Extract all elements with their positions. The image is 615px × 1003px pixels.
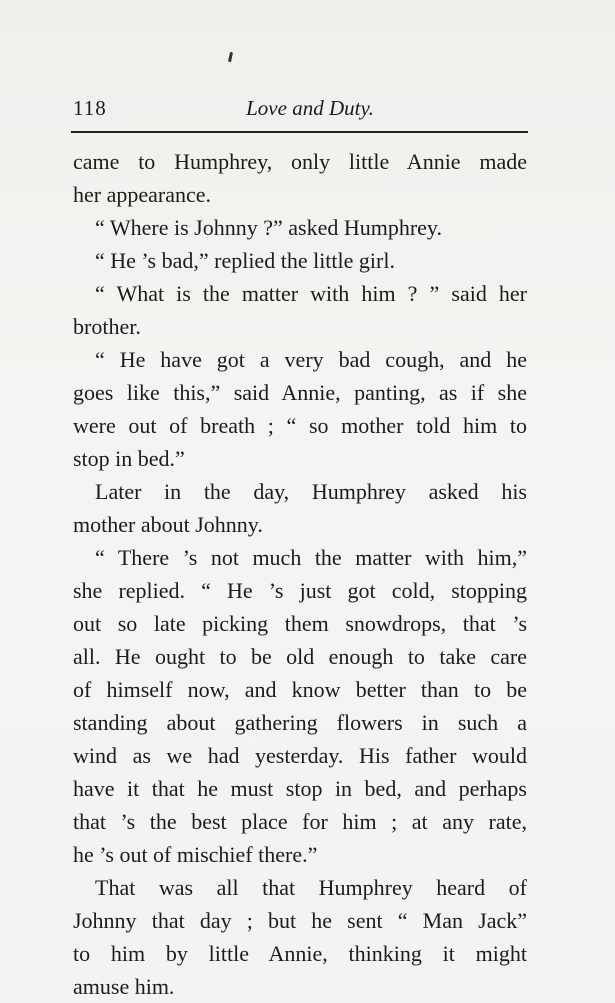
text-line: that ’s the best place for him ; at any rate,: [73, 809, 527, 834]
text-line: mother about Johnny.: [73, 512, 263, 537]
text-line: of himself now, and know better than to be: [73, 677, 527, 702]
text-line: were out of breath ; “ so mother told him to: [73, 413, 527, 438]
text-line: brother.: [73, 314, 141, 339]
text-line: came to Humphrey, only little Annie made: [73, 149, 527, 174]
text-line: Later in the day, Humphrey asked his: [95, 479, 527, 504]
text-line: “ He have got a very bad cough, and he: [95, 347, 527, 372]
text-line: amuse him.: [73, 974, 175, 999]
text-line: stop in bed.”: [73, 446, 185, 471]
text-line: all. He ought to be old enough to take care: [73, 644, 527, 669]
ink-speck: [228, 52, 233, 62]
page-number: 118: [73, 96, 107, 120]
text-line: “ There ’s not much the matter with him,”: [95, 545, 527, 570]
text-line: “ What is the matter with him ? ” said her: [95, 281, 527, 306]
text-line: Johnny that day ; but he sent “ Man Jack”: [73, 908, 527, 933]
text-line: wind as we had yesterday. His father would: [73, 743, 527, 768]
running-title: Love and Duty.: [246, 96, 374, 120]
text-line: to him by little Annie, thinking it might: [73, 941, 527, 966]
text-line: out so late picking them snowdrops, that ’s: [73, 611, 527, 636]
page-header: [73, 96, 527, 126]
text-line: have it that he must stop in bed, and perhaps: [73, 776, 527, 801]
text-line: he ’s out of mischief there.”: [73, 842, 318, 867]
text-line: “ He ’s bad,” replied the little girl.: [95, 248, 395, 273]
body-text: [73, 145, 527, 1003]
text-line: standing about gathering flowers in such a: [73, 710, 527, 735]
text-line: goes like this,” said Annie, panting, as if she: [73, 380, 527, 405]
text-line: her appearance.: [73, 182, 212, 207]
text-line: she replied. “ He ’s just got cold, stopping: [73, 578, 527, 603]
text-line: That was all that Humphrey heard of: [95, 875, 527, 900]
header-rule: [71, 131, 528, 133]
text-line: “ Where is Johnny ?” asked Humphrey.: [95, 215, 443, 240]
